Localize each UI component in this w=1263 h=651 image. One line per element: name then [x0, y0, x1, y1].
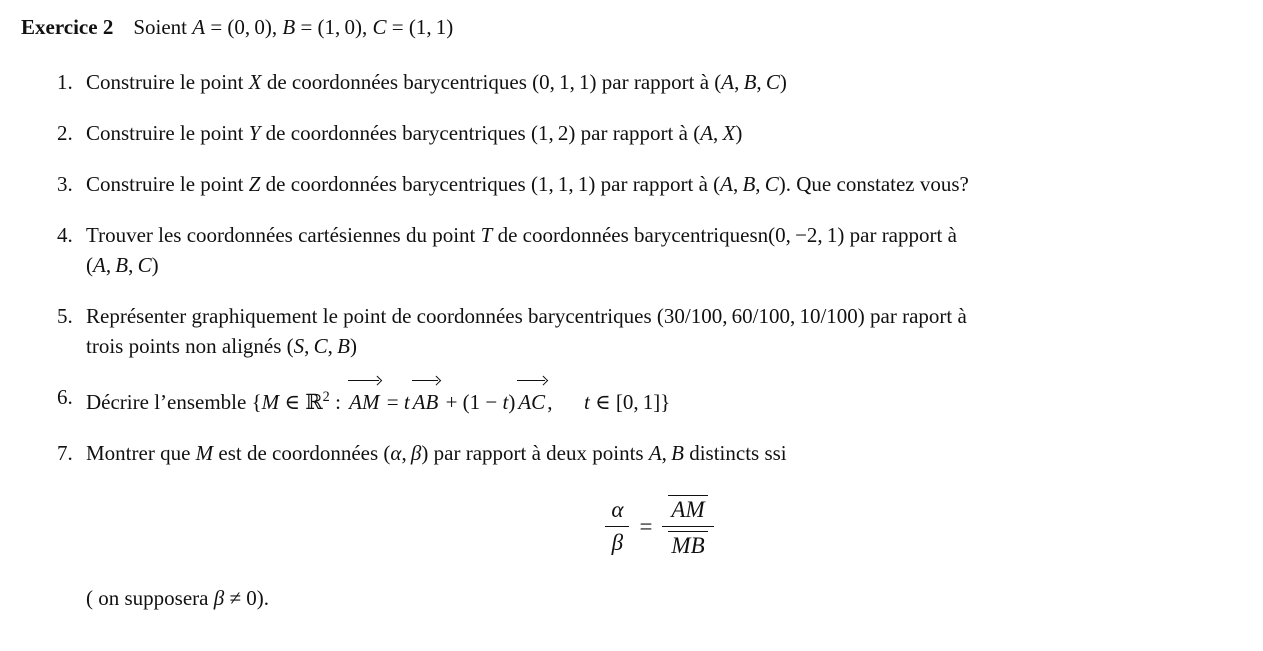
- text-run: ,: [105, 253, 116, 277]
- vector-arrow-icon: [412, 380, 439, 381]
- item-number: 6.: [57, 385, 73, 409]
- equals-sign: =: [639, 513, 653, 539]
- text-run: de coordonnées barycentriques (1, 2) par rapport à (: [260, 121, 701, 145]
- text-run: Représenter graphiquement le point de coordonnées barycentriques (30/100, 60/100, 10/100) par raport à: [86, 304, 967, 328]
- exercise-item-2: [57, 118, 1233, 148]
- text-run: (: [86, 253, 93, 277]
- text-run: de coordonnées barycentriquesn(0, −2, 1) par rapport à: [492, 223, 957, 247]
- math-var: T: [480, 223, 493, 247]
- text-run: ): [735, 121, 743, 145]
- text-run: =: [381, 390, 404, 414]
- text-run: Trouver les coordonnées cartésiennes du point: [86, 223, 481, 247]
- math-var: M: [261, 390, 280, 414]
- text-run: ≠ 0).: [224, 586, 269, 611]
- math-var: X: [722, 121, 736, 145]
- text-run: ∈ [0, 1]}: [589, 390, 671, 414]
- display-equation: [86, 495, 1233, 558]
- exercise-item-7: [57, 438, 1233, 468]
- overline-mb: MB: [668, 531, 707, 558]
- item-number: 3.: [57, 172, 73, 196]
- math-var: Y: [248, 121, 261, 145]
- text-run: ,: [756, 70, 766, 94]
- text-run: = (1, 1): [386, 15, 454, 39]
- math-var: C: [764, 172, 779, 196]
- fraction-alpha-beta: [605, 498, 629, 555]
- item-text: [86, 301, 1233, 361]
- item-number: 7.: [57, 441, 73, 465]
- vector-ab: AB: [411, 387, 441, 417]
- exercise-item-3: [57, 169, 1233, 199]
- math-var: A: [93, 253, 106, 277]
- item-number: 5.: [57, 304, 73, 328]
- text-run: ∈ ℝ: [279, 390, 323, 414]
- math-var: C: [313, 334, 328, 358]
- text-run: ,: [547, 390, 584, 414]
- exercise-label: Exercice 2: [21, 15, 114, 39]
- vector-arrow-icon: [348, 380, 379, 381]
- exercise-item-5: [57, 301, 1233, 361]
- text-run: ,: [732, 172, 743, 196]
- math-var: A: [192, 15, 206, 39]
- text-run: de coordonnées barycentriques (1, 1, 1) par rapport à (: [260, 172, 721, 196]
- fraction-numerator: [662, 495, 713, 527]
- math-var: X: [248, 70, 262, 94]
- math-var: B: [282, 15, 296, 39]
- math-var: t: [403, 390, 410, 414]
- item-text: [86, 169, 1233, 199]
- math-var: S: [293, 334, 305, 358]
- text-run: ): [151, 253, 159, 277]
- text-run: de coordonnées barycentriques (0, 1, 1) par rapport à (: [261, 70, 722, 94]
- text-run: Soient: [133, 15, 193, 39]
- text-run: ,: [734, 70, 744, 94]
- item-text: [86, 118, 1233, 148]
- math-var: β: [213, 586, 225, 611]
- text-run: Construire le point: [86, 172, 249, 196]
- closing-note: [86, 583, 1233, 613]
- text-run: ). Que constatez vous?: [778, 172, 969, 196]
- text-run: + (1 −: [440, 390, 503, 414]
- text-run: ,: [661, 441, 672, 465]
- superscript: 2: [322, 389, 330, 405]
- text-run: ,: [755, 172, 765, 196]
- vector-am: AM: [347, 387, 381, 417]
- text-run: ( on supposera: [86, 586, 214, 611]
- exercise-item-1: [57, 67, 1233, 97]
- text-run: ) par rapport à deux points: [421, 441, 649, 465]
- text-run: Construire le point: [86, 70, 249, 94]
- text-run: = (1, 0),: [295, 15, 373, 39]
- fraction-numerator: α: [605, 498, 629, 527]
- text-run: ,: [327, 334, 338, 358]
- math-var: α: [390, 441, 402, 465]
- text-run: Décrire l’ensemble {: [86, 390, 262, 414]
- math-var: B: [742, 172, 756, 196]
- exercise-heading: [21, 13, 1233, 41]
- math-var: t: [583, 390, 590, 414]
- math-var: B: [743, 70, 757, 94]
- text-run: = (0, 0),: [205, 15, 283, 39]
- text-run: Montrer que: [86, 441, 196, 465]
- text-run: :: [329, 390, 347, 414]
- text-run: ,: [304, 334, 314, 358]
- math-var: C: [765, 70, 780, 94]
- text-run: trois points non alignés (: [86, 334, 294, 358]
- overline-am: AM: [668, 495, 707, 522]
- text-run: distincts ssi: [683, 441, 787, 465]
- text-run: ,: [401, 441, 411, 465]
- math-var: C: [137, 253, 152, 277]
- equation-body: [605, 495, 713, 558]
- text-run: ,: [713, 121, 723, 145]
- vector-ac: AC: [516, 387, 547, 417]
- math-var: B: [671, 441, 684, 465]
- fraction-denominator: β: [611, 530, 624, 556]
- item-number: 2.: [57, 121, 73, 145]
- math-var: A: [648, 441, 662, 465]
- item-text: [86, 67, 1233, 97]
- text-run: ,: [128, 253, 138, 277]
- math-var: A: [720, 172, 733, 196]
- text-run: Construire le point: [86, 121, 249, 145]
- fraction-am-mb: [662, 495, 713, 558]
- math-var: B: [337, 334, 350, 358]
- exercise-item-6: [57, 382, 1233, 417]
- exercise-item-4: [57, 220, 1233, 280]
- text-run: ): [349, 334, 357, 358]
- text-run: est de coordonnées (: [213, 441, 391, 465]
- math-var: Z: [248, 172, 261, 196]
- vector-arrow-icon: [517, 380, 545, 381]
- fraction-denominator: [662, 527, 713, 558]
- math-var: M: [195, 441, 214, 465]
- math-var: t: [502, 390, 509, 414]
- math-var: β: [410, 441, 422, 465]
- item-number: 4.: [57, 223, 73, 247]
- text-run: ): [508, 390, 516, 414]
- item-text: [86, 438, 1233, 468]
- math-var: A: [721, 70, 735, 94]
- math-var: A: [700, 121, 714, 145]
- item-text: [86, 382, 1233, 417]
- item-number: 1.: [57, 70, 73, 94]
- text-run: ): [779, 70, 787, 94]
- item-text: [86, 220, 1233, 280]
- exercise-statement: [133, 15, 453, 39]
- math-var: B: [115, 253, 129, 277]
- math-var: C: [372, 15, 387, 39]
